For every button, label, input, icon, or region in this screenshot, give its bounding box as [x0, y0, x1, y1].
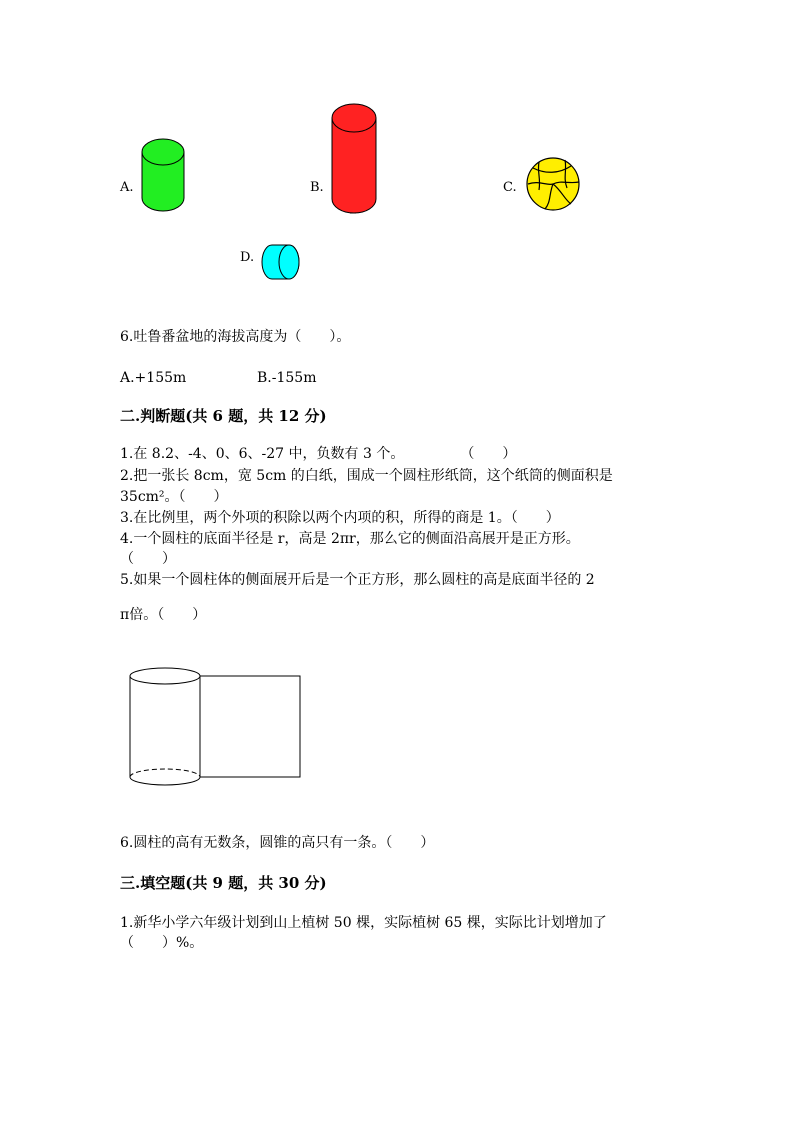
question-6-stem: 6.吐鲁番盆地的海拔高度为（ ）。 — [120, 329, 351, 345]
judge-item-5: 5.如果一个圆柱体的侧面展开后是一个正方形，那么圆柱的高是底面半径的 2 — [120, 572, 595, 588]
judge-item-3: 3.在比例里，两个外项的积除以两个内项的积，所得的商是 1。（ ） — [120, 510, 560, 526]
section-3-title: 三.填空题(共 9 题，共 30 分) — [120, 874, 327, 892]
option-c-label: C. — [503, 180, 517, 195]
judge-item-2-cont: 35cm²。（ ） — [120, 489, 228, 505]
section-2-title: 二.判断题(共 6 题，共 12 分) — [120, 407, 327, 425]
question-6-option-b: B.-155m — [257, 370, 317, 386]
fill-item-1: 1.新华小学六年级计划到山上植树 50 棵，实际植树 65 棵，实际比计划增加了 — [120, 915, 607, 931]
option-b-label: B. — [310, 180, 324, 195]
green-cylinder-image — [141, 138, 185, 212]
judge-item-1: 1.在 8.2、-4、0、6、-27 中，负数有 3 个。 （ ） — [120, 446, 517, 462]
option-a-label: A. — [120, 180, 134, 195]
red-cylinder-image — [331, 103, 377, 215]
judge-item-5-cont: π倍。（ ） — [120, 607, 207, 623]
option-d-label: D. — [240, 250, 255, 265]
judge-item-6: 6.圆柱的高有无数条，圆锥的高只有一条。（ ） — [120, 835, 435, 851]
fill-item-1-cont: （ ）%。 — [120, 935, 204, 951]
cylinder-unfold-diagram — [128, 666, 304, 790]
judge-item-4-cont: （ ） — [120, 551, 176, 567]
judge-item-4: 4.一个圆柱的底面半径是 r，高是 2πr，那么它的侧面沿高展开是正方形。 — [120, 531, 580, 547]
volleyball-image — [525, 156, 581, 212]
question-6-option-a: A.+155m — [120, 370, 187, 386]
cyan-short-cylinder-image — [262, 244, 300, 280]
judge-item-2: 2.把一张长 8cm，宽 5cm 的白纸，围成一个圆柱形纸筒，这个纸筒的侧面积是 — [120, 468, 613, 484]
